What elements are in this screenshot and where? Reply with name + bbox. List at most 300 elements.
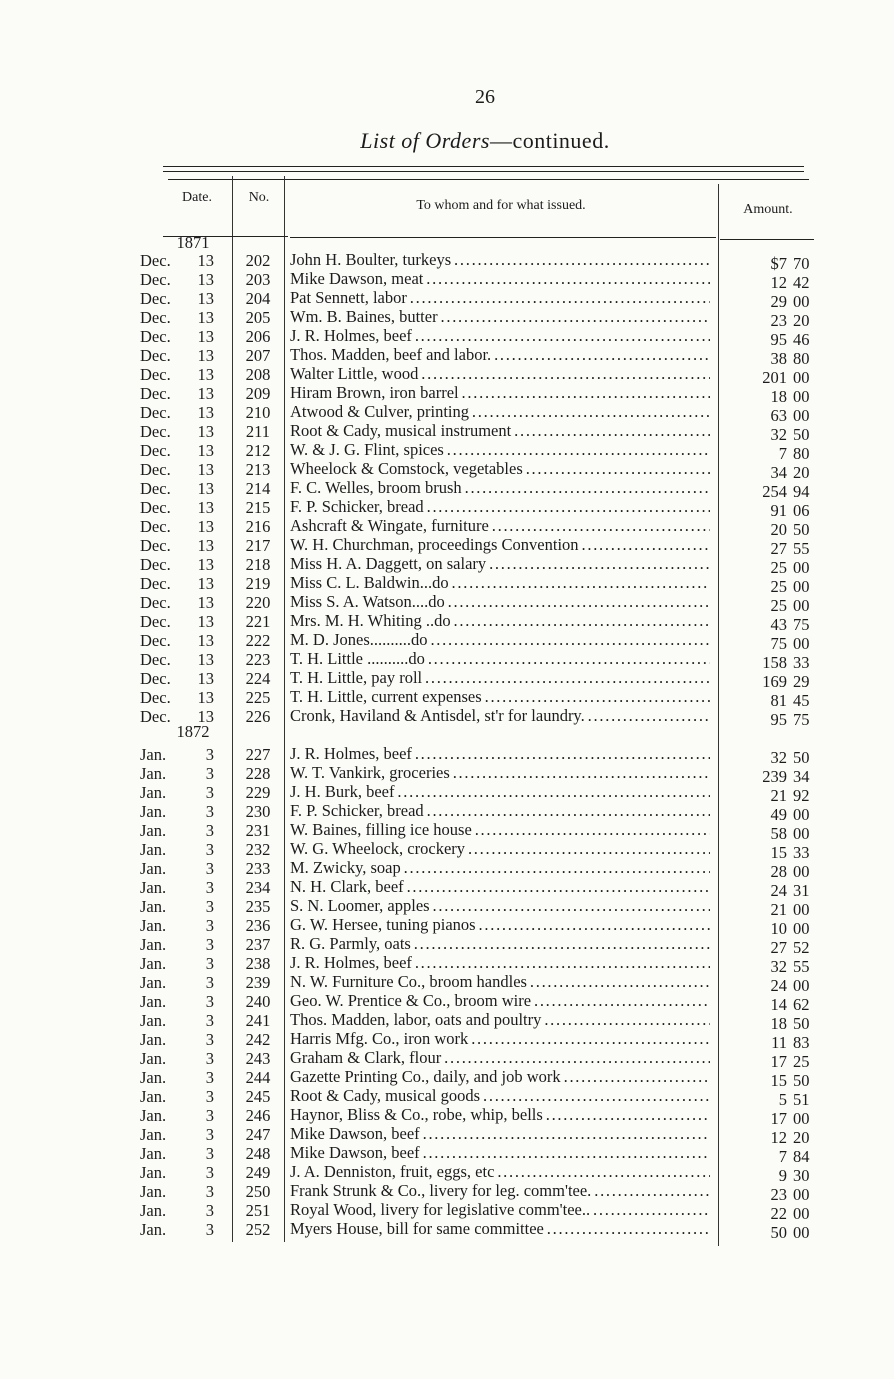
amount-cents: 50	[793, 1071, 810, 1090]
order-number: 249	[245, 1163, 271, 1182]
date-month: Jan.	[140, 783, 167, 802]
order-number: 221	[245, 612, 271, 631]
date-month: Jan.	[140, 973, 167, 992]
amount-dollars: 169	[762, 672, 787, 691]
amount-dollars: 23	[770, 1185, 787, 1204]
page-title	[0, 128, 894, 154]
date-day: 3	[205, 821, 214, 840]
date-day: 13	[197, 308, 214, 327]
amount-cents: 00	[793, 406, 810, 425]
date-month: Dec.	[140, 498, 171, 517]
amount-dollars: 17	[770, 1052, 787, 1071]
date-day: 13	[197, 688, 214, 707]
date-day: 13	[197, 479, 214, 498]
order-description: Root & Cady, musical instrument . . .	[290, 421, 710, 440]
order-number: 233	[245, 859, 271, 878]
order-number: 209	[245, 384, 271, 403]
order-row	[0, 478, 894, 501]
order-number: 227	[245, 745, 271, 764]
order-description: J. R. Holmes, beef . . .	[290, 744, 710, 763]
page-number: 26	[475, 86, 495, 108]
order-description: W. T. Vankirk, groceries . . .	[290, 763, 710, 782]
order-description: T. H. Little ..........do . . .	[290, 649, 710, 668]
date-month: Jan.	[140, 1049, 167, 1068]
order-number: 216	[245, 517, 271, 536]
date-day: 13	[197, 270, 214, 289]
order-description: T. H. Little, current expenses . . .	[290, 687, 710, 706]
date-day: 3	[205, 783, 214, 802]
order-description: J. A. Denniston, fruit, eggs, etc . . .	[290, 1162, 710, 1181]
order-description: G. W. Hersee, tuning pianos . . .	[290, 915, 710, 934]
column-header-no: No.	[248, 190, 270, 205]
amount-dollars: 201	[762, 368, 787, 387]
amount-dollars: 32	[770, 748, 787, 767]
order-number: 241	[245, 1011, 271, 1030]
column-header-amount: Amount.	[743, 202, 793, 217]
order-description: W. Baines, filling ice house . . .	[290, 820, 710, 839]
date-day: 3	[205, 1144, 214, 1163]
order-row	[0, 1105, 894, 1128]
date-day: 3	[205, 1106, 214, 1125]
order-row	[0, 820, 894, 843]
order-description: Pat Sennett, labor . . .	[290, 288, 710, 307]
amount-cents: 46	[793, 330, 810, 349]
amount-dollars: 25	[770, 558, 787, 577]
date-day: 3	[205, 764, 214, 783]
date-day: 3	[205, 878, 214, 897]
date-month: Jan.	[140, 916, 167, 935]
order-description: Royal Wood, livery for legislative comm'tee.. . . .	[290, 1200, 710, 1219]
order-description: Myers House, bill for same committee . . .	[290, 1219, 710, 1238]
header-rule-third	[168, 179, 809, 180]
amount-cents: 00	[793, 1109, 810, 1128]
order-row	[0, 269, 894, 292]
amount-cents: 33	[793, 843, 810, 862]
amount-cents: 80	[793, 349, 810, 368]
date-day: 3	[205, 1125, 214, 1144]
amount-cents: 92	[793, 786, 810, 805]
date-month: Jan.	[140, 1011, 167, 1030]
amount-cents: 83	[793, 1033, 810, 1052]
amount-cents: 62	[793, 995, 810, 1014]
date-month: Jan.	[140, 1030, 167, 1049]
order-description: F. C. Welles, broom brush . . .	[290, 478, 710, 497]
amount-cents: 33	[793, 653, 810, 672]
date-month: Dec.	[140, 289, 171, 308]
order-row	[0, 687, 894, 710]
amount-cents: 45	[793, 691, 810, 710]
date-day: 3	[205, 1049, 214, 1068]
amount-cents: 00	[793, 387, 810, 406]
date-month: Jan.	[140, 1106, 167, 1125]
amount-cents: 00	[793, 368, 810, 387]
order-description: R. G. Parmly, oats . . .	[290, 934, 710, 953]
amount-cents: 00	[793, 1185, 810, 1204]
order-number: 205	[245, 308, 271, 327]
amount-cents: 50	[793, 520, 810, 539]
order-row	[0, 744, 894, 767]
date-day: 13	[197, 593, 214, 612]
order-number: 222	[245, 631, 271, 650]
amount-dollars: 63	[770, 406, 787, 425]
amount-dollars: 12	[770, 273, 787, 292]
order-number: 230	[245, 802, 271, 821]
date-day: 3	[205, 1163, 214, 1182]
amount-cents: 00	[793, 919, 810, 938]
order-row	[0, 440, 894, 463]
order-row	[0, 364, 894, 387]
order-description: Mike Dawson, beef . . .	[290, 1143, 710, 1162]
order-row	[0, 326, 894, 349]
order-description: F. P. Schicker, bread . . .	[290, 497, 710, 516]
order-row	[0, 1181, 894, 1204]
order-row	[0, 839, 894, 862]
order-description: F. P. Schicker, bread . . .	[290, 801, 710, 820]
amount-cents: 30	[793, 1166, 810, 1185]
date-day: 3	[205, 935, 214, 954]
date-day: 13	[197, 707, 214, 726]
amount-cents: 00	[793, 1223, 810, 1242]
amount-cents: 94	[793, 482, 810, 501]
order-row	[0, 915, 894, 938]
date-month: Jan.	[140, 1125, 167, 1144]
order-description: Geo. W. Prentice & Co., broom wire . . .	[290, 991, 710, 1010]
column-header-description: To whom and for what issued.	[416, 198, 586, 213]
amount-cents: 34	[793, 767, 810, 786]
amount-cents: 00	[793, 824, 810, 843]
date-month: Dec.	[140, 422, 171, 441]
order-description: Wheelock & Comstock, vegetables . . .	[290, 459, 710, 478]
date-day: 3	[205, 916, 214, 935]
order-number: 240	[245, 992, 271, 1011]
amount-dollars: 95	[770, 710, 787, 729]
order-number: 217	[245, 536, 271, 555]
order-description: J. H. Burk, beef . . .	[290, 782, 710, 801]
order-description: Hiram Brown, iron barrel . . .	[290, 383, 710, 402]
order-row	[0, 706, 894, 729]
order-description: M. Zwicky, soap . . .	[290, 858, 710, 877]
date-day: 3	[205, 954, 214, 973]
amount-dollars: 22	[770, 1204, 787, 1223]
date-day: 3	[205, 859, 214, 878]
amount-dollars: 21	[770, 900, 787, 919]
amount-cents: 51	[793, 1090, 810, 1109]
amount-dollars: 14	[770, 995, 787, 1014]
amount-dollars: 27	[770, 539, 787, 558]
order-description: Haynor, Bliss & Co., robe, whip, bells . . .	[290, 1105, 710, 1124]
date-month: Dec.	[140, 308, 171, 327]
amount-dollars: 21	[770, 786, 787, 805]
order-row	[0, 497, 894, 520]
orders-list	[0, 250, 894, 1242]
order-description: Atwood & Culver, printing . . .	[290, 402, 710, 421]
order-description: Frank Strunk & Co., livery for leg. comm'tee. . . .	[290, 1181, 710, 1200]
amount-dollars: 81	[770, 691, 787, 710]
date-day: 3	[205, 802, 214, 821]
amount-dollars: 58	[770, 824, 787, 843]
date-day: 13	[197, 460, 214, 479]
amount-cents: 29	[793, 672, 810, 691]
amount-dollars: 50	[770, 1223, 787, 1242]
date-month: Dec.	[140, 346, 171, 365]
order-description: T. H. Little, pay roll . . .	[290, 668, 710, 687]
order-description: W. & J. G. Flint, spices . . .	[290, 440, 710, 459]
amount-dollars: 20	[770, 520, 787, 539]
date-month: Dec.	[140, 403, 171, 422]
amount-dollars: 32	[770, 425, 787, 444]
date-month: Dec.	[140, 270, 171, 289]
date-month: Jan.	[140, 1201, 167, 1220]
date-month: Dec.	[140, 555, 171, 574]
order-row	[0, 516, 894, 539]
date-day: 13	[197, 289, 214, 308]
order-number: 220	[245, 593, 271, 612]
amount-dollars: 7	[778, 1147, 787, 1166]
header-rule-top	[163, 166, 804, 167]
amount-cents: 50	[793, 748, 810, 767]
date-day: 3	[205, 1201, 214, 1220]
date-day: 3	[205, 1030, 214, 1049]
order-description: Mrs. M. H. Whiting ..do . . .	[290, 611, 710, 630]
order-row	[0, 307, 894, 330]
date-month: Dec.	[140, 365, 171, 384]
year-label-1872: 1872	[176, 722, 210, 741]
order-description: W. G. Wheelock, crockery . . .	[290, 839, 710, 858]
order-description: John H. Boulter, turkeys . . .	[290, 250, 710, 269]
date-month: Jan.	[140, 878, 167, 897]
amount-cents: 75	[793, 615, 810, 634]
amount-dollars: 18	[770, 387, 787, 406]
order-row	[0, 402, 894, 425]
amount-cents: 00	[793, 1204, 810, 1223]
amount-dollars: 18	[770, 1014, 787, 1033]
amount-cents: 00	[793, 577, 810, 596]
date-month: Dec.	[140, 574, 171, 593]
order-row	[0, 1029, 894, 1052]
order-number: 204	[245, 289, 271, 308]
order-row	[0, 1219, 894, 1242]
order-number: 226	[245, 707, 271, 726]
date-day: 3	[205, 840, 214, 859]
amount-cents: 00	[793, 976, 810, 995]
order-description: Thos. Madden, labor, oats and poultry . . .	[290, 1010, 710, 1029]
date-month: Jan.	[140, 1144, 167, 1163]
amount-cents: 00	[793, 805, 810, 824]
amount-cents: 75	[793, 710, 810, 729]
order-number: 225	[245, 688, 271, 707]
amount-dollars: 38	[770, 349, 787, 368]
date-day: 13	[197, 631, 214, 650]
date-month: Jan.	[140, 821, 167, 840]
amount-dollars: 34	[770, 463, 787, 482]
order-row	[0, 573, 894, 596]
amount-dollars: 11	[771, 1033, 787, 1052]
order-number: 224	[245, 669, 271, 688]
order-description: S. N. Loomer, apples . . .	[290, 896, 710, 915]
order-description: Cronk, Haviland & Antisdel, st'r for laundry. . . .	[290, 706, 710, 725]
amount-cents: 00	[793, 862, 810, 881]
amount-cents: 00	[793, 558, 810, 577]
title-italic: List of Orders	[360, 128, 490, 153]
amount-dollars: 9	[778, 1166, 787, 1185]
order-description: Root & Cady, musical goods . . .	[290, 1086, 710, 1105]
date-day: 13	[197, 441, 214, 460]
order-description: Miss C. L. Baldwin...do . . .	[290, 573, 710, 592]
order-description: Harris Mfg. Co., iron work . . .	[290, 1029, 710, 1048]
date-day: 3	[205, 992, 214, 1011]
date-day: 13	[197, 612, 214, 631]
date-day: 13	[197, 498, 214, 517]
date-month: Jan.	[140, 1163, 167, 1182]
date-month: Dec.	[140, 650, 171, 669]
date-day: 13	[197, 422, 214, 441]
order-row	[0, 535, 894, 558]
order-description: Miss H. A. Daggett, on salary . . .	[290, 554, 710, 573]
date-month: Dec.	[140, 669, 171, 688]
date-month: Jan.	[140, 1087, 167, 1106]
order-number: 208	[245, 365, 271, 384]
date-day: 13	[197, 517, 214, 536]
order-row	[0, 858, 894, 881]
order-row	[0, 554, 894, 577]
amount-cents: 06	[793, 501, 810, 520]
date-day: 13	[197, 669, 214, 688]
order-row	[0, 250, 894, 273]
amount-dollars: $7	[770, 254, 787, 273]
date-day: 3	[205, 897, 214, 916]
order-row	[0, 1067, 894, 1090]
date-month: Jan.	[140, 1068, 167, 1087]
order-number: 237	[245, 935, 271, 954]
date-day: 3	[205, 1087, 214, 1106]
date-day: 3	[205, 745, 214, 764]
order-row	[0, 782, 894, 805]
date-day: 13	[197, 555, 214, 574]
amount-dollars: 29	[770, 292, 787, 311]
date-month: Jan.	[140, 802, 167, 821]
order-number: 247	[245, 1125, 271, 1144]
amount-cents: 00	[793, 292, 810, 311]
amount-dollars: 7	[778, 444, 787, 463]
date-month: Dec.	[140, 631, 171, 650]
amount-cents: 55	[793, 539, 810, 558]
amount-dollars: 12	[770, 1128, 787, 1147]
order-row	[0, 972, 894, 995]
order-number: 206	[245, 327, 271, 346]
date-month: Jan.	[140, 1220, 167, 1239]
order-number: 219	[245, 574, 271, 593]
date-month: Jan.	[140, 840, 167, 859]
order-number: 246	[245, 1106, 271, 1125]
order-number: 250	[245, 1182, 271, 1201]
order-row	[0, 953, 894, 976]
amount-dollars: 43	[770, 615, 787, 634]
order-number: 210	[245, 403, 271, 422]
amount-dollars: 95	[770, 330, 787, 349]
date-day: 13	[197, 650, 214, 669]
order-row	[0, 801, 894, 824]
amount-cents: 20	[793, 1128, 810, 1147]
date-day: 13	[197, 251, 214, 270]
order-row	[0, 345, 894, 368]
amount-cents: 55	[793, 957, 810, 976]
order-row	[0, 991, 894, 1014]
date-day: 3	[205, 973, 214, 992]
order-description: M. D. Jones..........do . . .	[290, 630, 710, 649]
amount-cents: 00	[793, 900, 810, 919]
order-description: N. W. Furniture Co., broom handles . . .	[290, 972, 710, 991]
date-month: Jan.	[140, 954, 167, 973]
date-month: Dec.	[140, 517, 171, 536]
order-row	[0, 421, 894, 444]
order-description: N. H. Clark, beef . . .	[290, 877, 710, 896]
date-month: Dec.	[140, 479, 171, 498]
header-underline-desc	[290, 237, 716, 238]
date-month: Jan.	[140, 897, 167, 916]
order-number: 218	[245, 555, 271, 574]
order-number: 235	[245, 897, 271, 916]
date-day: 3	[205, 1182, 214, 1201]
amount-cents: 80	[793, 444, 810, 463]
amount-cents: 70	[793, 254, 810, 273]
order-description: Thos. Madden, beef and labor. . . .	[290, 345, 710, 364]
order-number: 251	[245, 1201, 271, 1220]
order-description: Gazette Printing Co., daily, and job work . . .	[290, 1067, 710, 1086]
year-label-1871: 1871	[176, 233, 210, 252]
order-number: 215	[245, 498, 271, 517]
date-day: 3	[205, 1011, 214, 1030]
order-row	[0, 649, 894, 672]
date-month: Dec.	[140, 593, 171, 612]
amount-cents: 31	[793, 881, 810, 900]
order-row	[0, 288, 894, 311]
order-description: Wm. B. Baines, butter . . .	[290, 307, 710, 326]
date-month: Dec.	[140, 441, 171, 460]
date-month: Jan.	[140, 764, 167, 783]
order-number: 214	[245, 479, 271, 498]
amount-dollars: 10	[770, 919, 787, 938]
header-rule-bottom	[163, 171, 804, 172]
date-month: Jan.	[140, 1182, 167, 1201]
date-month: Jan.	[140, 992, 167, 1011]
amount-dollars: 158	[762, 653, 787, 672]
order-number: 228	[245, 764, 271, 783]
date-month: Dec.	[140, 688, 171, 707]
date-day: 3	[205, 1068, 214, 1087]
order-number: 202	[245, 251, 271, 270]
amount-cents: 25	[793, 1052, 810, 1071]
amount-cents: 00	[793, 596, 810, 615]
amount-dollars: 5	[778, 1090, 787, 1109]
amount-dollars: 27	[770, 938, 787, 957]
date-month: Jan.	[140, 935, 167, 954]
amount-dollars: 91	[770, 501, 787, 520]
amount-cents: 20	[793, 311, 810, 330]
order-description: J. R. Holmes, beef . . .	[290, 326, 710, 345]
date-month: Jan.	[140, 859, 167, 878]
amount-cents: 52	[793, 938, 810, 957]
amount-dollars: 239	[762, 767, 787, 786]
order-row	[0, 383, 894, 406]
amount-dollars: 25	[770, 596, 787, 615]
amount-dollars: 24	[770, 881, 787, 900]
amount-cents: 50	[793, 425, 810, 444]
order-row	[0, 1048, 894, 1071]
order-row	[0, 630, 894, 653]
amount-dollars: 25	[770, 577, 787, 596]
date-month: Dec.	[140, 612, 171, 631]
date-month: Dec.	[140, 536, 171, 555]
